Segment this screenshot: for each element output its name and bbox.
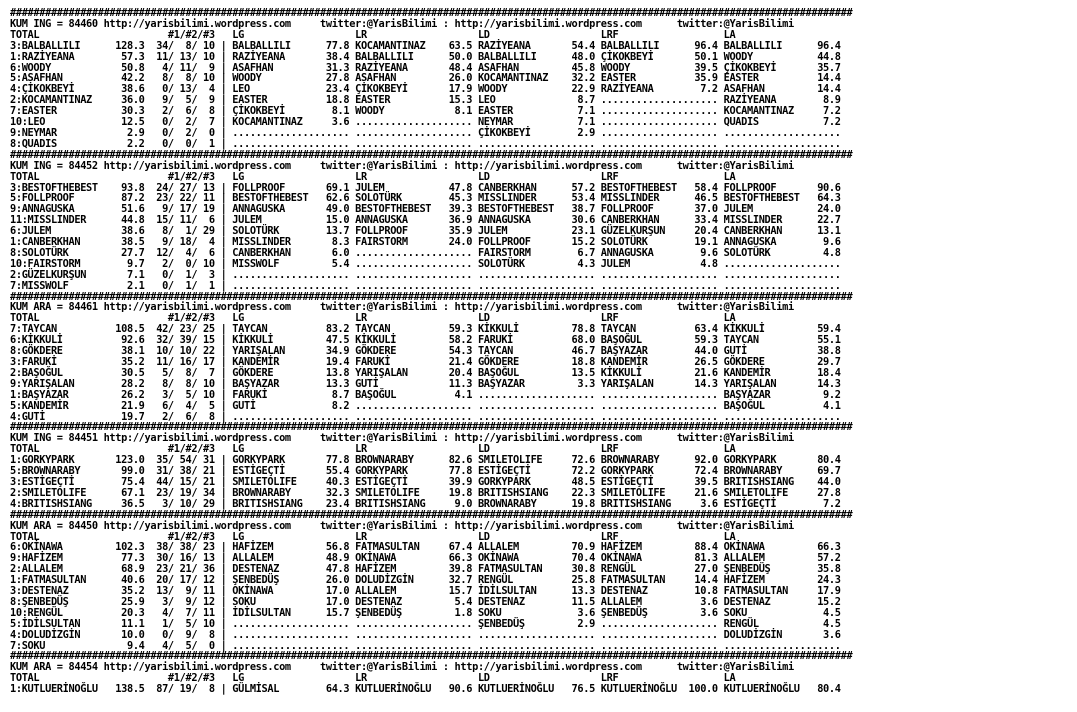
result-row: 1:KUTLUERİNOĞLU 138.5 87/ 19/ 8 | GÜLMİSAL 64.3 KUTLUERİNOĞLU 90.6 KUTLUERİNOĞLU 76.5 KUTLUERİNOĞLU 100.0 KUTLUERİNOĞLU 80.4 bbox=[10, 683, 841, 696]
result-row: 8:ŞENBEDÜŞ 25.9 3/ 9/ 12 | SOKU 17.0 DESTENAZ 5.4 DESTENAZ 11.5 ALLALEM 3.6 DESTENAZ 15.2 bbox=[10, 595, 841, 608]
race-header-line: KUM ARA = 84450 http://yarisbilimi.wordpress.com twitter:@YarisBilimi : http://yarisbilimi.wordpress.com twitter:@YarisBilimi bbox=[10, 519, 794, 532]
column-header-line: TOTAL #1/#2/#3 LG LR LD LRF LA bbox=[10, 443, 736, 456]
result-row: 5:KANDEMİR 21.9 6/ 4/ 5 | GUTİ 8.2 .................... .................... .................... BAŞOĞUL 4.1 bbox=[10, 399, 841, 412]
separator-line: ################################################################################################################################################ bbox=[10, 650, 853, 663]
result-row: 5:ASAFHAN 42.2 8/ 8/ 10 | WOODY 27.8 ASAFHAN 26.0 KOCAMANTINAZ 32.2 EASTER 35.9 EASTER 14.4 bbox=[10, 72, 841, 85]
column-header-line: TOTAL #1/#2/#3 LG LR LD LRF LA bbox=[10, 312, 736, 325]
race-header-line: KUM ING = 84452 http://yarisbilimi.wordpress.com twitter:@YarisBilimi : http://yarisbilimi.wordpress.com twitter:@YarisBilimi bbox=[10, 159, 794, 172]
race-header-line: KUM ARA = 84461 http://yarisbilimi.wordpress.com twitter:@YarisBilimi : http://yarisbilimi.wordpress.com twitter:@YarisBilimi bbox=[10, 301, 794, 314]
result-row: 9:ANNAGUSKA 51.6 9/ 17/ 19 | ANNAGUSKA 49.0 BESTOFTHEBEST 39.3 BESTOFTHEBEST 38.7 FOLLPROOF 37.0 JULEM 24.0 bbox=[10, 203, 841, 216]
report-lines bbox=[10, 8, 852, 695]
race-header-line: KUM ARA = 84454 http://yarisbilimi.wordpress.com twitter:@YarisBilimi : http://yarisbilimi.wordpress.com twitter:@YarisBilimi bbox=[10, 661, 794, 674]
result-row: 5:BROWNARABY 99.0 31/ 38/ 21 | ESTİGEÇTİ 55.4 GORKYPARK 77.8 ESTİGEÇTİ 72.2 GORKYPARK 72.4 BROWNARABY 69.7 bbox=[10, 465, 841, 478]
result-row: 3:ESTİGEÇTİ 75.4 44/ 15/ 21 | SMILETOLIFE 40.3 ESTİGEÇTİ 39.9 GORKYPARK 48.5 ESTİGEÇTİ 39.5 BRITISHSIANG 44.0 bbox=[10, 475, 841, 488]
result-row: 3:DESTENAZ 35.2 13/ 9/ 11 | OKİNAWA 17.0 ALLALEM 15.7 İDİLSULTAN 13.3 DESTENAZ 10.8 FATMASULTAN 17.9 bbox=[10, 585, 841, 598]
result-row: 1:RAZİYEANA 57.3 11/ 13/ 10 | RAZİYEANA 38.4 BALBALLILI 50.0 BALBALLILI 48.0 ÇİKOKBEYİ 50.1 WOODY 44.8 bbox=[10, 50, 841, 63]
separator-line: ################################################################################################################################################ bbox=[10, 7, 853, 19]
result-row: 10:LEO 12.5 0/ 2/ 7 | KOCAMANTINAZ 3.6 .................... NEYMAR 7.1 .................... QUADIS 7.2 bbox=[10, 116, 841, 129]
result-row: 6:OKİNAWA 102.3 38/ 38/ 23 | HAFİZEM 56.8 FATMASULTAN 67.4 ALLALEM 70.9 HAFİZEM 88.4 OKİNAWA 66.3 bbox=[10, 541, 841, 554]
result-row: 11:MISSLINDER 44.8 15/ 11/ 6 | JULEM 15.0 ANNAGUSKA 36.9 ANNAGUSKA 30.6 CANBERKHAN 33.4 MISSLINDER 22.7 bbox=[10, 214, 841, 227]
result-row: 8:GÖKDERE 38.1 10/ 10/ 22 | YARIŞALAN 34.9 GÖKDERE 54.3 TAYCAN 46.7 BAŞYAZAR 44.0 GUTİ 38.8 bbox=[10, 345, 841, 358]
result-row: 1:FATMASULTAN 40.6 20/ 17/ 12 | ŞENBEDÜŞ 26.0 DOLUDİZGİN 32.7 RENGÜL 25.8 FATMASULTAN 14.4 HAFİZEM 24.3 bbox=[10, 574, 841, 587]
result-row: 5:FOLLPROOF 87.2 23/ 22/ 11 | BESTOFTHEBEST 62.6 SOLOTÜRK 45.3 MISSLINDER 53.4 MISSLINDER 46.5 BESTOFTHEBEST 64.3 bbox=[10, 192, 841, 205]
result-row: 7:MISSWOLF 2.1 0/ 1/ 1 | .................... .................... .................... .................... .................... bbox=[10, 279, 841, 292]
separator-line: ################################################################################################################################################ bbox=[10, 148, 853, 161]
result-row: 2:KOCAMANTINAZ 36.0 9/ 5/ 9 | EASTER 18.8 EASTER 15.3 LEO 8.7 .................... RAZİYEANA 8.9 bbox=[10, 94, 841, 107]
result-row: 2:ALLALEM 68.9 23/ 21/ 36 | DESTENAZ 47.8 HAFİZEM 39.8 FATMASULTAN 30.8 RENGÜL 27.0 ŞENBEDÜŞ 35.8 bbox=[10, 563, 841, 576]
column-header-line: TOTAL #1/#2/#3 LG LR LD LRF LA bbox=[10, 28, 736, 41]
race-report-sheet bbox=[10, 8, 852, 695]
result-row: 2:BAŞOĞUL 30.5 5/ 8/ 7 | GÖKDERE 13.8 YARIŞALAN 20.4 BAŞOĞUL 13.5 KİKKULİ 21.6 KANDEMİR 18.4 bbox=[10, 366, 841, 379]
result-row: 10:FAIRSTORM 9.7 2/ 0/ 10 | MISSWOLF 5.4 .................... SOLOTÜRK 4.3 JULEM 4.8 .................... bbox=[10, 257, 841, 270]
result-row: 3:FARUKİ 35.2 11/ 16/ 17 | KANDEMİR 19.4 FARUKİ 21.4 GÖKDERE 18.8 KANDEMİR 26.5 GÖKDERE 29.7 bbox=[10, 356, 841, 368]
result-row: 1:CANBERKHAN 38.5 9/ 18/ 4 | MISSLINDER 8.3 FAIRSTORM 24.0 FOLLPROOF 15.2 SOLOTÜRK 19.1 ANNAGUSKA 9.6 bbox=[10, 236, 841, 249]
column-header-line: TOTAL #1/#2/#3 LG LR LD LRF LA bbox=[10, 530, 736, 543]
result-row: 2:GÜZELKURŞUN 7.1 0/ 1/ 3 | .................... .................... .................... .................... .................... bbox=[10, 268, 841, 281]
result-row: 4:BRITISHSIANG 36.5 3/ 10/ 29 | BRITISHSIANG 23.4 BRITISHSIANG 9.0 BROWNARABY 19.8 BRITISHSIANG 3.6 ESTİGEÇTİ 7.2 bbox=[10, 497, 841, 510]
result-row: 9:YARIŞALAN 28.2 8/ 8/ 10 | BAŞYAZAR 13.3 GUTİ 11.3 BAŞYAZAR 3.3 YARIŞALAN 14.3 YARIŞALAN 14.3 bbox=[10, 377, 841, 390]
result-row: 1:BAŞYAZAR 26.2 3/ 5/ 10 | FARUKİ 8.7 BAŞOĞUL 4.1 .................... .................... BAŞYAZAR 9.2 bbox=[10, 388, 841, 401]
result-row: 6:KİKKULİ 92.6 32/ 39/ 15 | KİKKULİ 47.5 KİKKULİ 58.2 FARUKİ 68.0 BAŞOĞUL 59.3 TAYCAN 55.1 bbox=[10, 334, 841, 347]
result-row: 4:GUTİ 19.7 2/ 6/ 8 | .................... .................... .................... .................... .................... bbox=[10, 410, 841, 423]
result-row: 3:BESTOFTHEBEST 93.8 24/ 27/ 13 | FOLLPROOF 69.1 JULEM 47.8 CANBERKHAN 57.2 BESTOFTHEBEST 58.4 FOLLPROOF 90.6 bbox=[10, 181, 841, 194]
result-row: 4:ÇİKOKBEYİ 38.6 0/ 13/ 4 | LEO 23.4 ÇİKOKBEYİ 17.9 WOODY 22.9 RAZİYEANA 7.2 ASAFHAN 14.4 bbox=[10, 83, 841, 96]
column-header-line: TOTAL #1/#2/#3 LG LR LD LRF LA bbox=[10, 170, 736, 183]
result-row: 6:WOODY 50.8 4/ 11/ 9 | ASAFHAN 31.3 RAZİYEANA 48.4 ASAFHAN 45.8 WOODY 39.5 ÇİKOKBEYİ 35.7 bbox=[10, 61, 841, 74]
result-row: 4:DOLUDİZGİN 10.0 0/ 9/ 8 | .................... .................... .................... .................... DOLUDİZGİN 3.6 bbox=[10, 628, 841, 641]
result-row: 8:SOLOTÜRK 27.7 12/ 4/ 6 | CANBERKHAN 6.0 .................... FAIRSTORM 6.7 ANNAGUSKA 9.6 SOLOTÜRK 4.8 bbox=[10, 246, 841, 259]
result-row: 9:NEYMAR 2.9 0/ 2/ 0 | .................... .................... ÇİKOKBEYİ 2.9 .................... .................... bbox=[10, 126, 841, 139]
result-row: 5:İDİLSULTAN 11.1 1/ 5/ 10 | .................... .................... ŞENBEDÜŞ 2.9 .................... RENGÜL 4.5 bbox=[10, 617, 841, 630]
separator-line: ################################################################################################################################################ bbox=[10, 508, 853, 521]
result-row: 1:GORKYPARK 123.0 35/ 54/ 31 | GORKYPARK 77.8 BROWNARABY 82.6 SMILETOLIFE 72.6 BROWNARABY 92.0 GORKYPARK 80.4 bbox=[10, 454, 841, 467]
separator-line: ################################################################################################################################################ bbox=[10, 290, 853, 303]
result-row: 8:QUADIS 2.2 0/ 0/ 1 | .................... .................... .................... .................... .................... bbox=[10, 137, 841, 150]
result-row: 2:SMILETOLIFE 67.1 23/ 19/ 34 | BROWNARABY 32.3 SMILETOLIFE 19.8 BRITISHSIANG 22.3 SMILETOLIFE 21.6 SMILETOLIFE 27.8 bbox=[10, 486, 841, 499]
result-row: 9:HAFİZEM 77.3 30/ 16/ 13 | ALLALEM 48.9 OKİNAWA 66.3 OKİNAWA 70.4 OKİNAWA 81.3 ALLALEM 57.2 bbox=[10, 552, 841, 565]
result-row: 10:RENGÜL 20.3 4/ 7/ 11 | İDİLSULTAN 15.7 ŞENBEDÜŞ 1.8 SOKU 3.6 ŞENBEDÜŞ 3.6 SOKU 4.5 bbox=[10, 606, 841, 619]
race-header-line: KUM ING = 84451 http://yarisbilimi.wordpress.com twitter:@YarisBilimi : http://yarisbilimi.wordpress.com twitter:@YarisBilimi bbox=[10, 432, 794, 445]
result-row: 7:SOKU 9.4 4/ 5/ 0 | .................... .................... .................... .................... .................... bbox=[10, 639, 841, 652]
column-header-line: TOTAL #1/#2/#3 LG LR LD LRF LA bbox=[10, 672, 736, 685]
result-row: 7:EASTER 30.3 2/ 6/ 8 | ÇİKOKBEYİ 8.1 WOODY 8.1 EASTER 7.1 .................... KOCAMANTINAZ 7.2 bbox=[10, 105, 841, 118]
race-header-line: KUM ING = 84460 http://yarisbilimi.wordpress.com twitter:@YarisBilimi : http://yarisbilimi.wordpress.com twitter:@YarisBilimi bbox=[10, 17, 794, 30]
result-row: 6:JULEM 38.6 8/ 1/ 29 | SOLOTÜRK 13.7 FOLLPROOF 35.9 JULEM 23.1 GÜZELKURŞUN 20.4 CANBERKHAN 13.1 bbox=[10, 225, 841, 238]
separator-line: ################################################################################################################################################ bbox=[10, 421, 853, 434]
result-row: 3:BALBALLILI 128.3 34/ 8/ 10 | BALBALLILI 77.8 KOCAMANTINAZ 63.5 RAZİYEANA 54.4 BALBALLILI 96.4 BALBALLILI 96.4 bbox=[10, 39, 841, 52]
result-row: 7:TAYCAN 108.5 42/ 23/ 25 | TAYCAN 83.2 TAYCAN 59.3 KİKKULİ 78.8 TAYCAN 63.4 KİKKULİ 59.4 bbox=[10, 323, 841, 336]
